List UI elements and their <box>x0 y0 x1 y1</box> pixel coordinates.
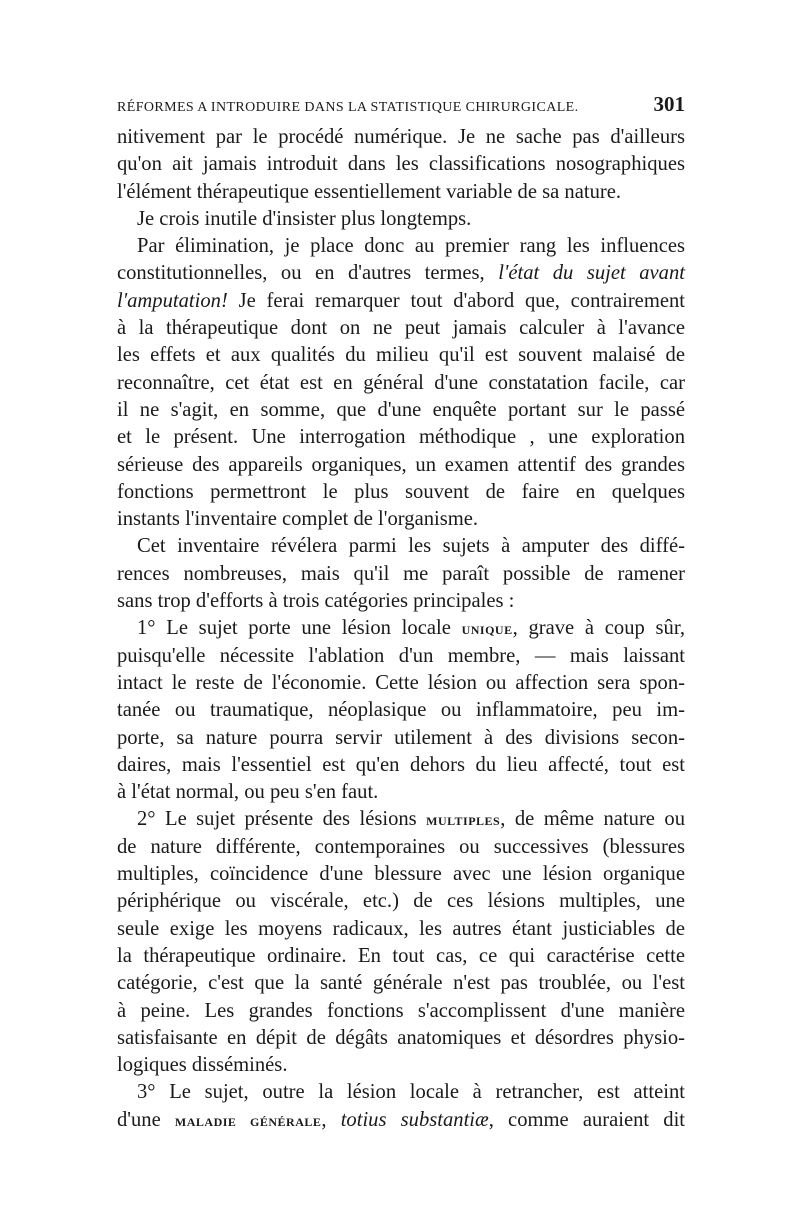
text-line: les effets et aux qualités du milieu qu'il est souvent malaisé de <box>117 344 685 367</box>
italic-phrase: l'amputation! <box>117 289 228 312</box>
text-line: de nature différente, contemporaines ou successives (blessures <box>117 835 685 858</box>
paragraph-start-line: Je crois inutile d'insister plus longtemps. <box>137 207 472 230</box>
body-text <box>117 124 685 1134</box>
running-title: RÉFORMES A INTRODUIRE DANS LA STATISTIQUE CHIRURGICALE. <box>117 100 579 115</box>
paragraph-start-line: 2° Le sujet présente des lésions multiples, de même nature ou <box>137 808 685 831</box>
text-line: porte, sa nature pourra servir utilement à des divisions secon- <box>117 726 685 749</box>
text-line: à l'état normal, ou peu s'en faut. <box>117 781 379 804</box>
text-line: nitivement par le procédé numérique. Je ne sache pas d'ailleurs <box>117 126 685 148</box>
paragraph-start-line: 1° Le sujet porte une lésion locale unique, grave à coup sûr, <box>137 617 686 640</box>
text-line: et le présent. Une interrogation méthodique , une exploration <box>117 426 685 449</box>
text-line: rences nombreuses, mais qu'il me paraît possible de ramener <box>117 562 685 585</box>
page-number: 301 <box>653 92 685 116</box>
paragraph-start-line: 3° Le sujet, outre la lésion locale à retrancher, est atteint <box>137 1081 685 1104</box>
text-line: seule exige les moyens radicaux, les autres étant justiciables de <box>117 917 685 940</box>
text-line: puisqu'elle nécessite l'ablation d'un membre, — mais laissant <box>117 644 685 667</box>
text-line: il ne s'agit, en somme, que d'une enquête portant sur le passé <box>117 398 685 421</box>
small-caps-term: maladie générale <box>174 1110 322 1130</box>
text-line: logiques disséminés. <box>117 1054 288 1077</box>
text-line: intact le reste de l'économie. Cette lésion ou affection sera spon- <box>117 671 685 694</box>
text-line: d'une maladie générale, totius substantiæ, comme auraient dit <box>117 1108 686 1131</box>
text-line: instants l'inventaire complet de l'organisme. <box>117 508 479 531</box>
text-line: multiples, coïncidence d'une blessure avec une lésion organique <box>117 863 685 886</box>
text-line: catégorie, c'est que la santé générale n'est pas troublée, ou l'est <box>117 972 685 995</box>
small-caps-term: multiples <box>426 810 501 830</box>
text-line: la thérapeutique ordinaire. En tout cas, ce qui caractérise cette <box>117 944 685 967</box>
text-line: sérieuse des appareils organiques, un examen attentif des grandes <box>117 453 685 476</box>
text-line: sans trop d'efforts à trois catégories principales : <box>117 590 515 613</box>
text-line: périphérique ou viscérale, etc.) de ces lésions multiples, une <box>117 890 685 913</box>
text-line: qu'on ait jamais introduit dans les classifications nosographiques <box>117 153 685 176</box>
text-line: reconnaître, cet état est en général d'une constatation facile, car <box>117 371 685 394</box>
text-line: l'élément thérapeutique essentiellement variable de sa nature. <box>117 180 622 203</box>
text-line: à la thérapeutique dont on ne peut jamais calculer à l'avance <box>117 317 685 340</box>
text-line: daires, mais l'essentiel est qu'en dehors du lieu affecté, tout est <box>117 753 685 776</box>
text-line: satisfaisante en dépit de dégâts anatomiques et désordres physio- <box>117 1026 685 1049</box>
document-page <box>117 92 685 1134</box>
page-header <box>117 92 685 122</box>
text-line: à peine. Les grandes fonctions s'accomplissent d'une manière <box>117 999 685 1022</box>
text-line: fonctions permettront le plus souvent de faire en quelques <box>117 480 685 503</box>
italic-phrase: l'état du sujet avant <box>498 262 685 285</box>
text-line: l'amputation! Je ferai remarquer tout d'abord que, contrairement <box>117 289 685 312</box>
paragraph-start-line: Cet inventaire révélera parmi les sujets à amputer des diffé- <box>137 535 685 558</box>
text-line: constitutionnelles, ou en d'autres termes, l'état du sujet avant <box>117 262 685 285</box>
italic-phrase: totius substantiæ <box>340 1108 489 1131</box>
text-line: tanée ou traumatique, néoplasique ou inflammatoire, peu im- <box>117 699 685 722</box>
small-caps-term: unique <box>461 619 513 639</box>
paragraph-start-line: Par élimination, je place donc au premier rang les influences <box>137 235 685 258</box>
